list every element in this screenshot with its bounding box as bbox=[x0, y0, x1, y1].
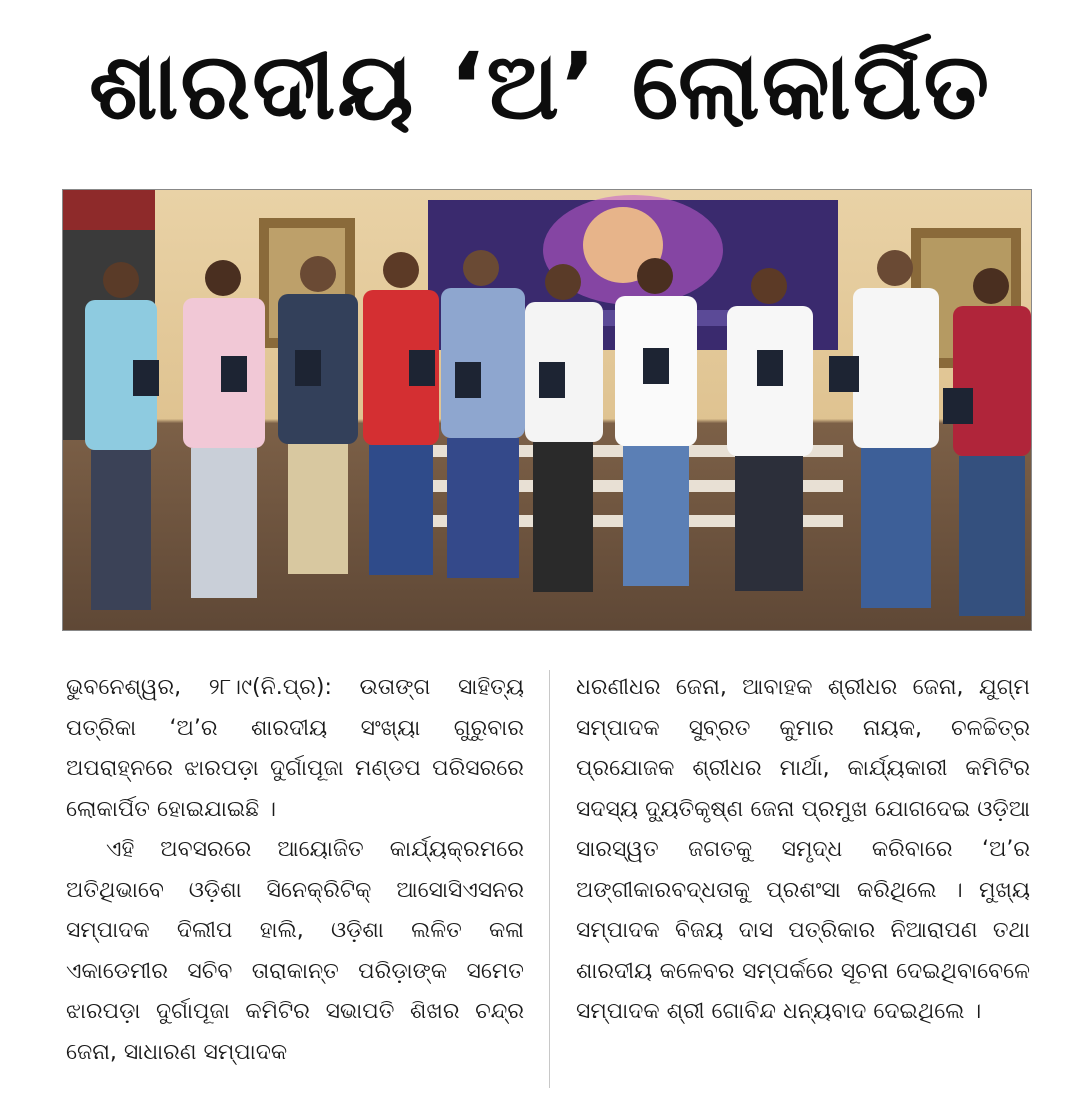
event-photo bbox=[62, 189, 1032, 631]
article-paragraph: ଧରଣୀଧର ଜେନା, ଆବାହକ ଶ୍ରୀଧର ଜେନା, ଯୁଗ୍ମ ସମ୍ପାଦକ ସୁବ୍ରତ କୁମାର ନାୟକ, ଚଳଚ୍ଚିତ୍ର ପ୍ରଯୋଜକ ଶ୍ରୀଧର ମାର୍ଥା, କାର୍ଯ୍ୟକାରୀ କମିଟିର ସଦସ୍ୟ ଦ୍ୟୁତିକୃଷ୍ଣ ଜେନା ପ୍ରମୁଖ ଯୋଗଦେଇ ଓଡ଼ିଆ ସାରସ୍ୱତ ଜଗତକୁ ସମୃଦ୍ଧ କରିବାରେ ‘ଅ’ର ଅଙ୍ଗୀକାରବଦ୍ଧତାକୁ ପ୍ରଶଂସା କରିଥିଲେ । ମୁଖ୍ୟ ସମ୍ପାଦକ ବିଜୟ ଦାସ ପତ୍ରିକାର ନିଆରାପଣ ତଥା ଶାରଦୀୟ କଳେବର ସମ୍ପର୍କରେ ସୂଚନା ଦେଇଥିବାବେଳେ ସମ୍ପାଦକ ଶ୍ରୀ ଗୋବିନ୍ଦ ଧନ୍ୟବାଦ ଦେଇଥିଲେ । bbox=[576, 675, 1030, 1024]
photo-image-icon bbox=[63, 190, 1031, 630]
article-paragraph: ଭୁବନେଶ୍ୱର, ୨୮।୯(ନି.ପ୍ର): ଉତାଙ୍ଗ ସାହିତ୍ୟ ପତ୍ରିକା ‘ଅ’ର ଶାରଦୀୟ ସଂଖ୍ୟା ଗୁରୁବାର ଅପରାହ୍ନରେ ଝାରପଡ଼ା ଦୁର୍ଗାପୂଜା ମଣ୍ଡପ ପରିସରରେ ଲୋକାର୍ପିତ ହୋଇଯାଇଛି । bbox=[66, 675, 524, 822]
headline: ଶାରଦୀୟ ‘ଅ’ ଲୋକାର୍ପିତ bbox=[88, 33, 992, 140]
article-right-column bbox=[576, 668, 1030, 1033]
article-left-column bbox=[66, 668, 524, 1073]
article-paragraph: ଏହି ଅବସରରେ ଆୟୋଜିତ କାର୍ଯ୍ୟକ୍ରମରେ ଅତିଥିଭାବେ ଓଡ଼ିଶା ସିନେକ୍ରିଟିକ୍ ଆସୋସିଏସନର ସମ୍ପାଦକ ଦିଲୀପ ହାଲି, ଓଡ଼ିଶା ଲଳିତ କଳା ଏକାଡେମୀର ସଚିବ ତାରାକାନ୍ତ ପରିଡ଼ାଙ୍କ ସମେତ ଝାରପଡ଼ା ଦୁର୍ଗାପୂଜା କମିଟିର ସଭାପତି ଶିଖର ଚନ୍ଦ୍ର ଜେନା, ସାଧାରଣ ସମ୍ପାଦକ bbox=[66, 837, 524, 1065]
column-divider bbox=[549, 670, 550, 1088]
